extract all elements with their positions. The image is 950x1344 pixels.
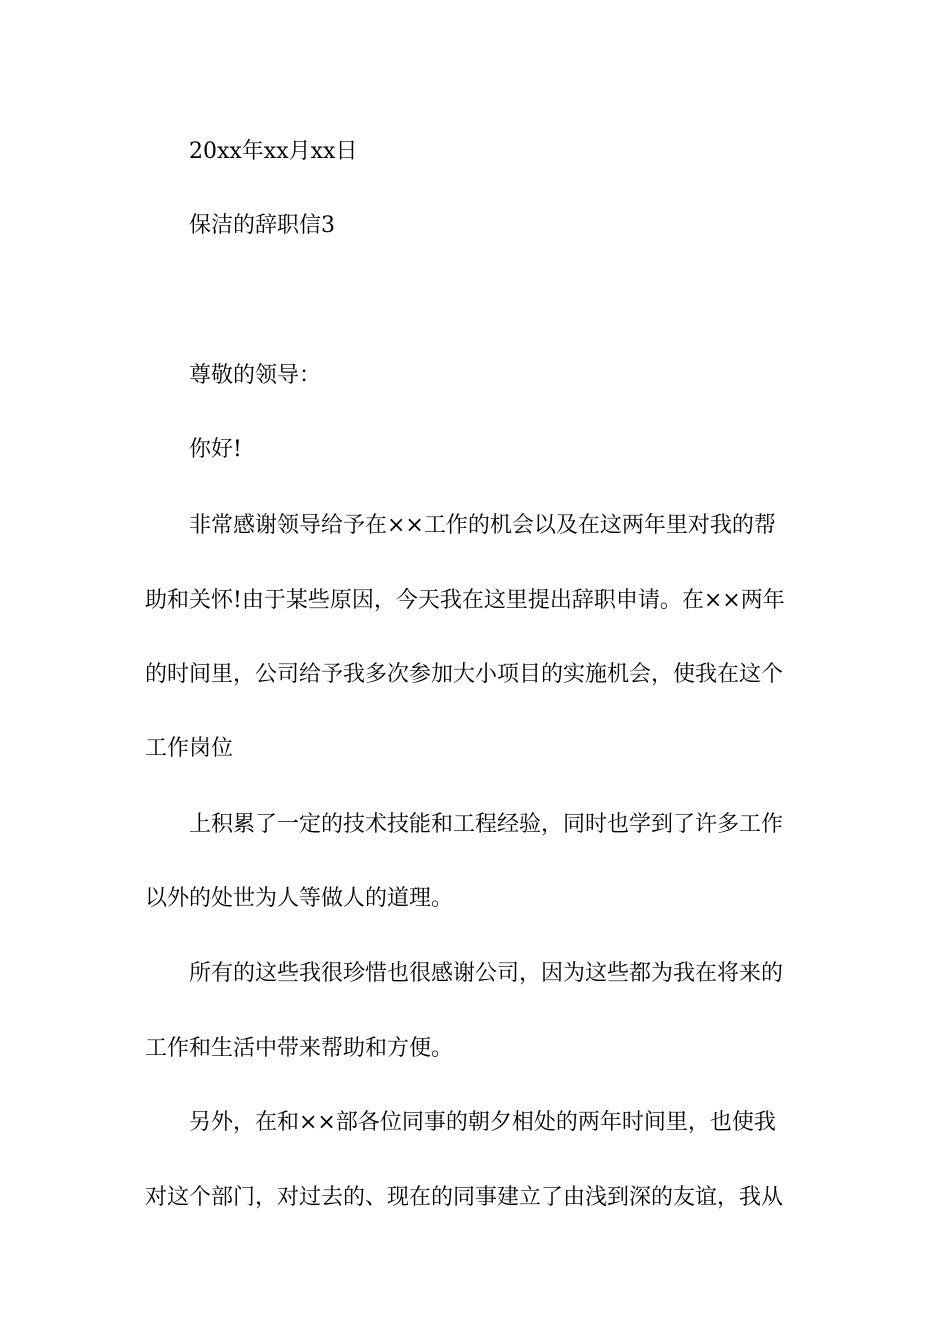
paragraph-1-line-2: 助和关怀!由于某些原因，今天我在这里提出辞职申请。在××两年 — [145, 588, 785, 613]
letter-heading: 保洁的辞职信3 — [189, 213, 335, 238]
paragraph-1-line-1: 非常感谢领导给予在××工作的机会以及在这两年里对我的帮 — [189, 513, 776, 538]
paragraph-2-line-2: 以外的处世为人等做人的道理。 — [145, 886, 454, 911]
paragraph-3-line-1: 所有的这些我很珍惜也很感谢公司，因为这些都为我在将来的 — [189, 961, 784, 986]
paragraph-1-line-4: 工作岗位 — [145, 736, 234, 761]
paragraph-2-line-1: 上积累了一定的技术技能和工程经验，同时也学到了许多工作 — [189, 812, 784, 837]
paragraph-4-line-1: 另外，在和××部各位同事的朝夕相处的两年时间里，也使我 — [189, 1110, 776, 1135]
paragraph-1-line-3: 的时间里，公司给予我多次参加大小项目的实施机会，使我在这个 — [145, 662, 784, 687]
letter-greeting: 你好! — [189, 437, 242, 462]
paragraph-4-line-2: 对这个部门，对过去的、现在的同事建立了由浅到深的友谊，我从 — [145, 1185, 784, 1210]
letter-salutation: 尊敬的领导： — [189, 363, 322, 388]
paragraph-3-line-2: 工作和生活中带来帮助和方便。 — [145, 1036, 454, 1061]
letter-date: 20xx年xx月xx日 — [189, 139, 358, 164]
